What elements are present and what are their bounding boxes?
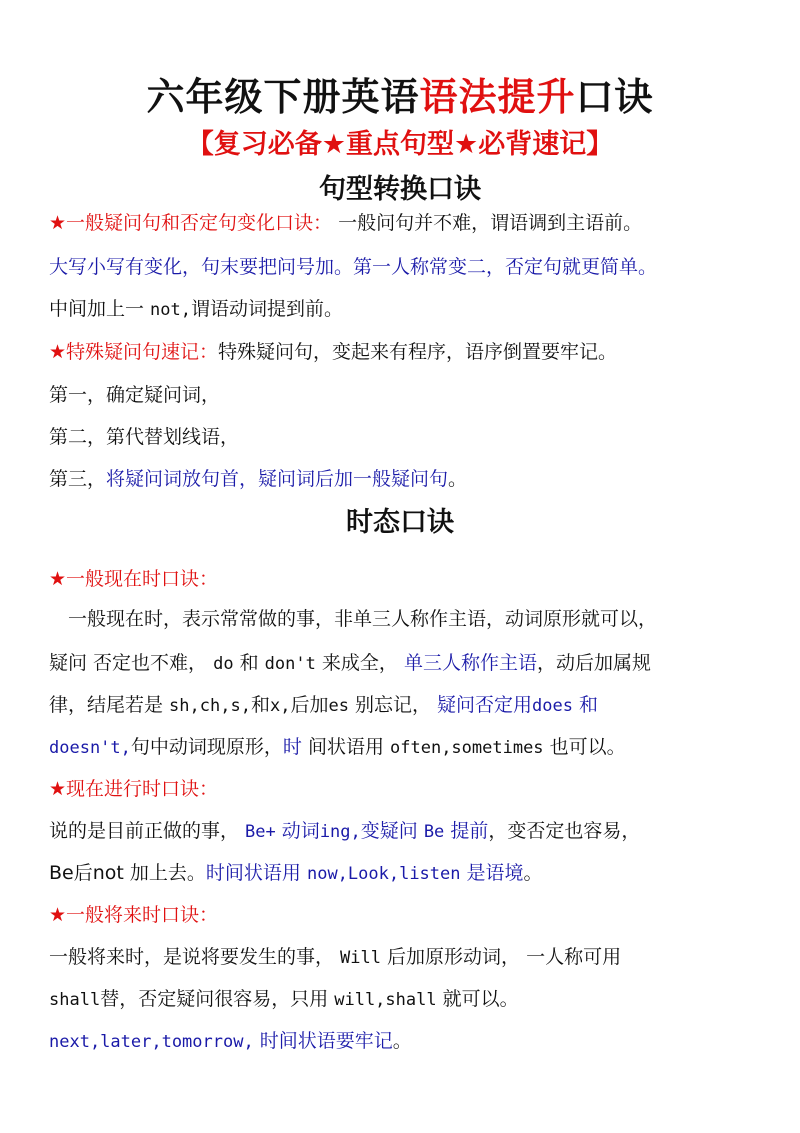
text: 后加 [290, 694, 329, 716]
text: shall [49, 990, 101, 1010]
text: 。 [523, 862, 543, 884]
text: Be [49, 862, 74, 884]
future-line3 [49, 1027, 412, 1056]
future-heading: ★一般将来时口诀： [49, 904, 219, 926]
text: 来成全， [315, 652, 404, 674]
text: 疑问否定用 [437, 694, 533, 716]
step-1: 第一，确定疑问词， [49, 384, 221, 406]
text: 时 [282, 736, 302, 758]
text: ing, [319, 822, 361, 842]
text: 别忘记， [348, 694, 438, 716]
text: sh,ch,s, [169, 696, 251, 716]
future-line1 [49, 943, 621, 972]
text: 疑问 否定也不难， [49, 652, 214, 674]
text: 后加原形动词， 一人称可用 [381, 946, 622, 968]
text: do [213, 654, 234, 674]
text: 就可以。 [436, 988, 519, 1010]
text: not [92, 862, 124, 884]
section-title-tenses: 时态口诀 [346, 507, 454, 538]
text: 。 [392, 1030, 412, 1052]
step-3 [49, 465, 467, 493]
title-part-3: 口诀 [575, 75, 654, 119]
text: 时间状语要牢记 [253, 1030, 393, 1052]
present-heading: ★一般现在时口诀： [49, 568, 219, 590]
text: 说的是目前正做的事， [49, 820, 246, 842]
title-part-1: 六年级下册英语 [146, 75, 420, 119]
text: 。 [448, 468, 468, 490]
text: x, [269, 696, 291, 716]
text: Be [423, 822, 445, 842]
present-line2 [49, 649, 651, 678]
step-2: 第二，第代替划线语， [49, 426, 240, 448]
text: es [328, 696, 349, 716]
text: not, [150, 300, 191, 320]
progressive-line2 [49, 859, 543, 888]
text: 也可以。 [543, 736, 626, 758]
text: 是语境 [460, 862, 524, 884]
text: ，变否定也容易， [488, 820, 641, 842]
page-title [0, 72, 800, 122]
present-line1: 一般现在时，表示常常做的事，非单三人称作主语，动词原形就可以， [49, 608, 658, 630]
text: 加上去。 [123, 862, 206, 884]
present-line4 [49, 733, 626, 762]
text: 和 [233, 652, 265, 674]
text: often,sometimes [390, 738, 544, 758]
text: 和 [250, 694, 270, 716]
text: Be+ [245, 822, 276, 842]
text: 提前 [444, 820, 489, 842]
item1-line1 [49, 209, 642, 237]
future-line2 [49, 985, 519, 1014]
text: 中间加上一 [49, 298, 151, 320]
text: ，动后加属规 [536, 652, 651, 674]
text: does [532, 696, 573, 716]
text: 句中动词现原形， [130, 736, 283, 758]
item1-heading: ★一般疑问句和否定句变化口诀： [49, 212, 333, 234]
item1-line2: 大写小写有变化，句末要把问号加。第一人称常变二，否定句就更简单。 [49, 256, 658, 278]
text: 变疑问 [360, 820, 424, 842]
text: 将疑问词放句首，疑问词后加一般疑问句 [106, 468, 449, 490]
text: will,shall [334, 990, 437, 1010]
text: don't [264, 654, 316, 674]
progressive-line1 [49, 817, 640, 846]
text: 替，否定疑问很容易，只用 [100, 988, 335, 1010]
text: 间状语用 [301, 736, 391, 758]
text: 第三， [49, 468, 107, 490]
present-line3 [49, 691, 598, 720]
text: 律，结尾若是 [49, 694, 170, 716]
text: 时间状语用 [205, 862, 307, 884]
text: 谓语动词提到前。 [191, 298, 344, 320]
text: 和 [573, 694, 599, 716]
text: now,Look,listen [306, 864, 461, 884]
text: 特殊疑问句，变起来有程序，语序倒置要牢记。 [218, 341, 618, 363]
text: Will [340, 948, 381, 968]
text: 一般问句并不难，谓语调到主语前。 [332, 212, 643, 234]
section-title-sentence-conversion: 句型转换口诀 [319, 174, 481, 205]
item1-line3 [49, 295, 343, 324]
text: next,later,tomorrow, [49, 1032, 254, 1052]
item2-line1 [49, 338, 617, 366]
text: 一般将来时，是说将要发生的事， [49, 946, 341, 968]
text: doesn't, [49, 738, 131, 758]
text: 动词 [275, 820, 320, 842]
text: 单三人称作主语 [403, 652, 537, 674]
page-subtitle: 【复习必备★重点句型★必背速记】 [186, 129, 614, 160]
title-part-2: 语法提升 [419, 75, 576, 119]
text: 后 [73, 862, 93, 884]
progressive-heading: ★现在进行时口诀： [49, 778, 219, 800]
item2-heading: ★特殊疑问句速记： [49, 341, 219, 363]
